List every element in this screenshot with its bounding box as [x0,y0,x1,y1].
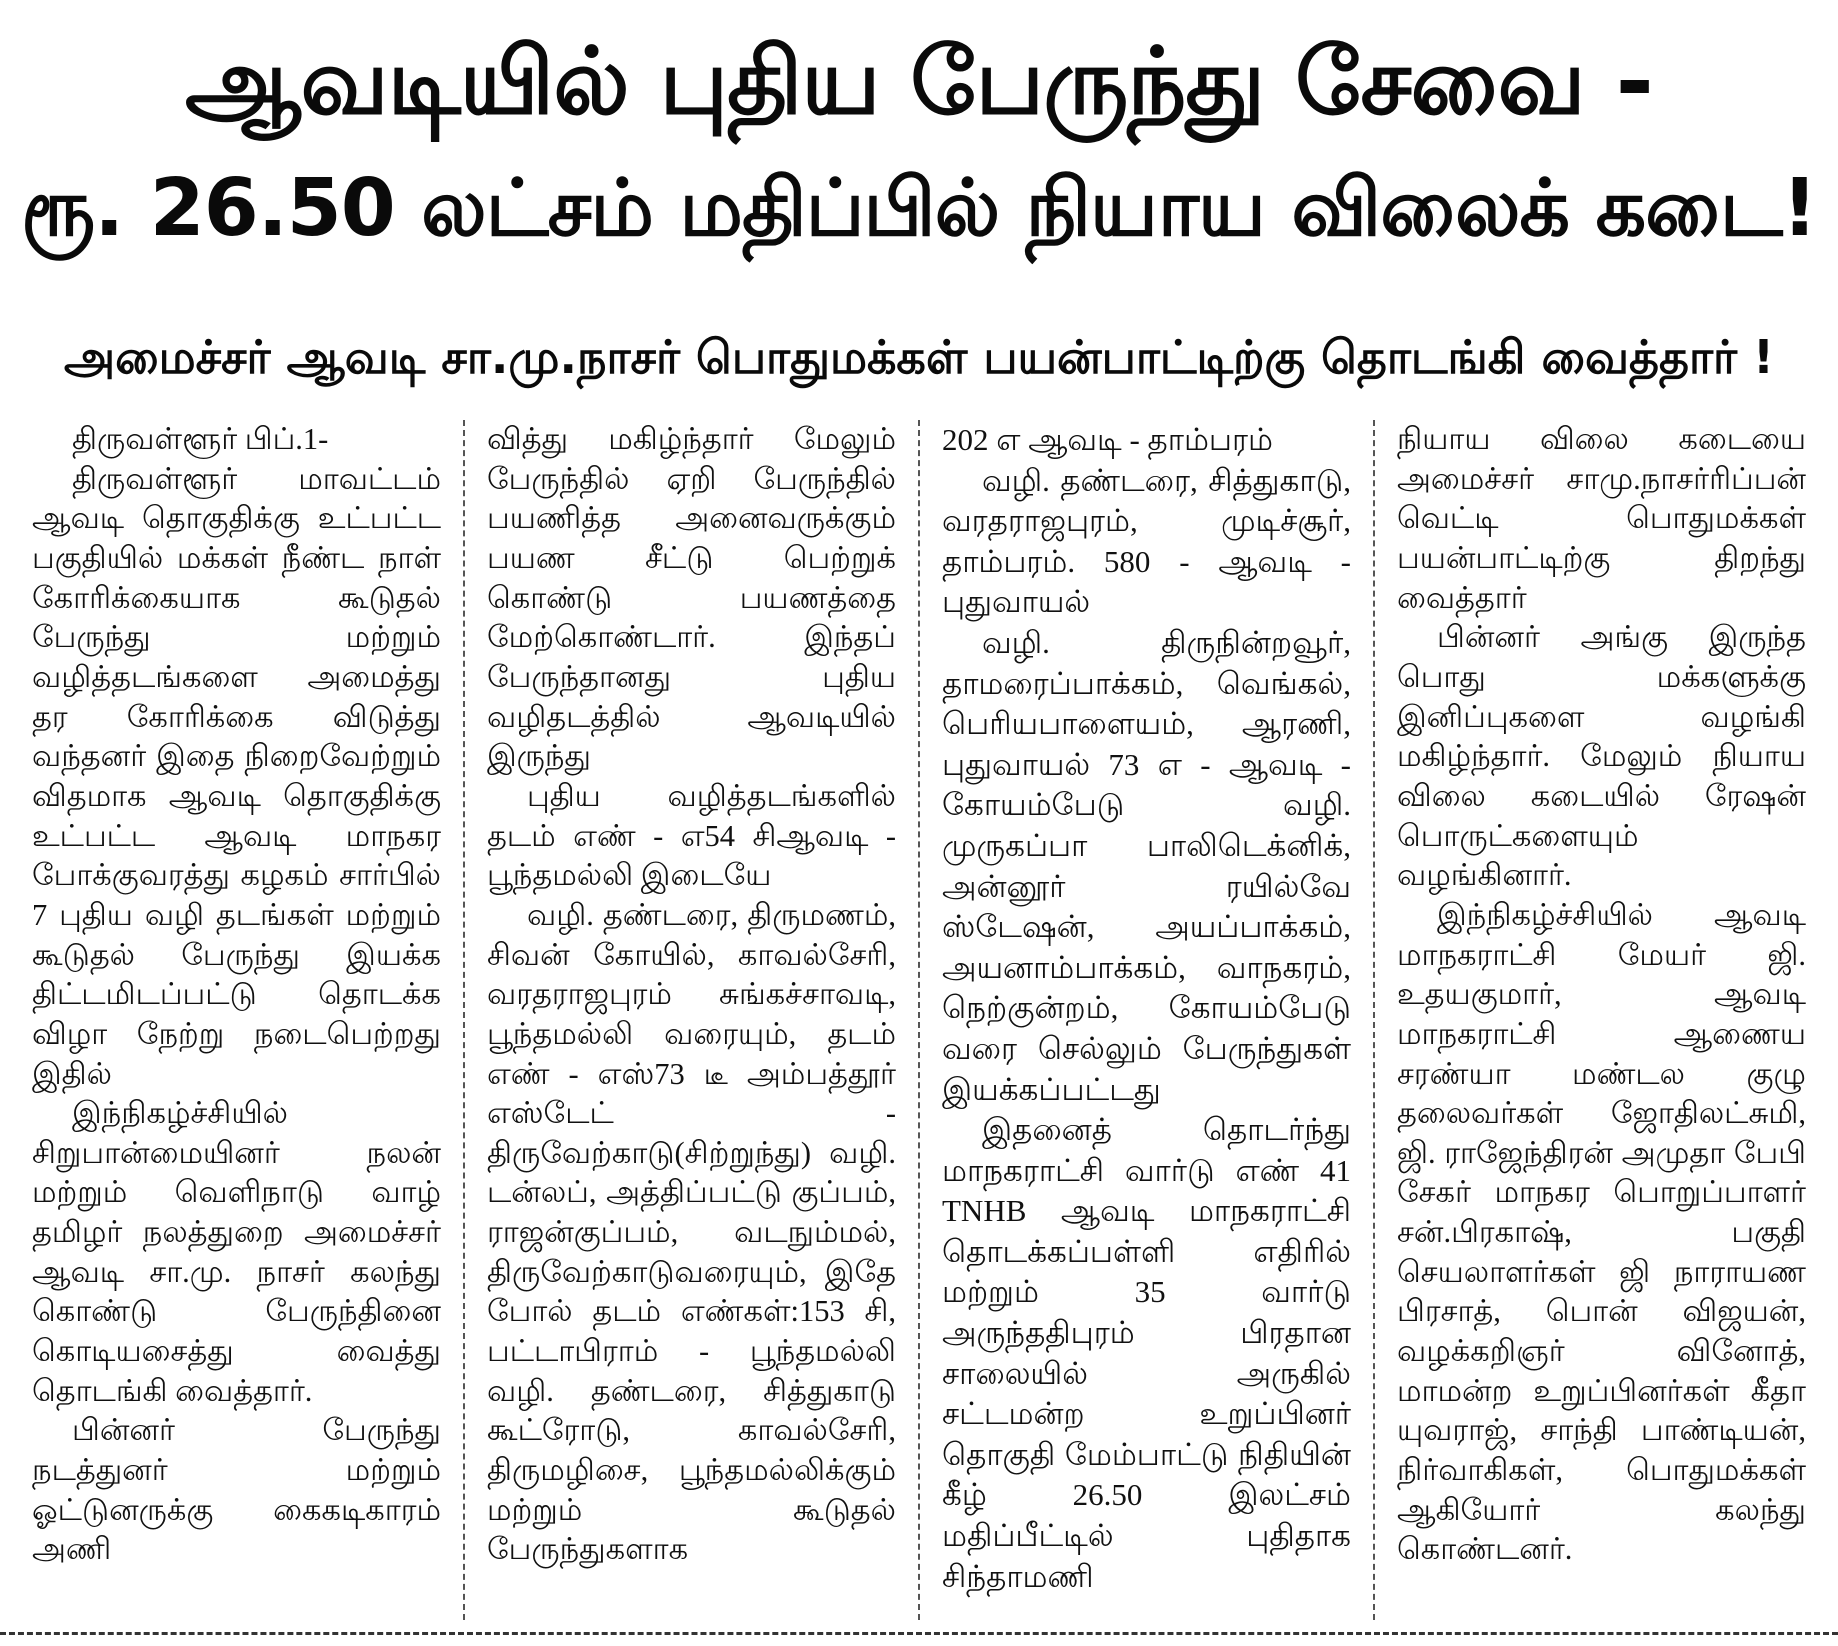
column-3 [918,420,1373,1620]
bottom-divider [0,1632,1838,1635]
column-2 [463,420,918,1620]
paragraph: இதனைத் தொடர்ந்து மாநகராட்சி வார்டு எண் 41 TNHB ஆவடி மாநகராட்சி தொடக்கப்பள்ளி எதிரில் மற்றும் 35 வார்டு அருந்ததிபுரம் பிரதான சாலையில் அருகில் சட்டமன்ற உறுப்பினர் தொகுதி மேம்பாட்டு நிதியின் கீழ் 26.50 இலட்சம் மதிப்பீட்டில் புதிதாக சிந்தாமணி [942,1112,1351,1594]
paragraph: இந்நிகழ்ச்சியில் ஆவடி மாநகராட்சி மேயர் ஜி. உதயகுமார், ஆவடி மாநகராட்சி ஆணைய சரண்யா மண்டல குழு தலைவர்கள் ஜோதிலட்சுமி, ஜி. ராஜேந்திரன் அமுதா பேபி சேகர் மாநகர பொறுப்பாளர் சன்.பிரகாஷ், பகுதி செயலாளர்கள் ஜி நாராயண பிரசாத், பொன் விஜயன், வழக்கறிஞர் வினோத், மாமன்ற உறுப்பினர்கள் கீதா யுவராஜ், சாந்தி பாண்டியன், நிர்வாகிகள், பொதுமக்கள் ஆகியோர் கலந்து கொண்டனர். [1397,897,1806,1567]
article-body [10,420,1828,1620]
paragraph: வழி. திருநின்றவூர், தாமரைப்பாக்கம், வெங்கல், பெரியபாளையம், ஆரணி, புதுவாயல் 73 எ - ஆவடி - கோயம்பேடு வழி. முருகப்பா பாலிடெக்னிக், அன்னூர் ரயில்வே ஸ்டேஷன், அயப்பாக்கம், அயனாம்பாக்கம், வாநகரம், நெற்குன்றம், கோயம்பேடு வரை செல்லும் பேருந்துகள் இயக்கப்பட்டது [942,624,1351,1107]
subheadline: அமைச்சர் ஆவடி சா.மு.நாசர் பொதுமக்கள் பயன்பாட்டிற்கு தொடங்கி வைத்தார் ! [63,330,1775,384]
headline-line-1: ஆவடியில் புதிய பேருந்து சேவை - [185,28,1653,135]
paragraph: வித்து மகிழ்ந்தார் மேலும் பேருந்தில் ஏறி பேருந்தில் பயணித்த அனைவருக்கும் பயண சீட்டு பெற்றுக் கொண்டு பயணத்தை மேற்கொண்டார். இந்தப் பேருந்தானது புதிய வழிதடத்தில் ஆவடியில் இருந்து [487,422,896,774]
paragraph: பின்னர் பேருந்து நடத்துனர் மற்றும் ஓட்டுனருக்கு கைகடிகாரம் அணி [32,1413,441,1567]
paragraph: வழி. தண்டரை, சித்துகாடு, வரதராஜபுரம், முடிச்சூர், தாம்பரம். 580 - ஆவடி - புதுவாயல் [942,462,1351,620]
column-4 [1373,420,1828,1620]
paragraph: வழி. தண்டரை, திருமணம், சிவன் கோயில், காவல்சேரி, வரதராஜபுரம் சுங்கச்சாவடி, பூந்தமல்லி வரையும், தடம் எண் - எஸ்73 டீ அம்பத்தூர் எஸ்டேட் - திருவேற்காடு(சிற்றுந்து) வழி. டன்லப், அத்திப்பட்டு குப்பம், ராஜன்குப்பம், வடநும்மல், திருவேற்காடுவரையும், இதே போல் தடம் எண்கள்:153 சி, பட்டாபிராம் - பூந்தமல்லி வழி. தண்டரை, சித்துகாடு கூட்ரோடு, காவல்சேரி, திருமழிசை, பூந்தமல்லிக்கும் மற்றும் கூடுதல் பேருந்துகளாக [487,897,896,1567]
paragraph: இந்நிகழ்ச்சியில் சிறுபான்மையினர் நலன் மற்றும் வெளிநாடு வாழ் தமிழர் நலத்துறை அமைச்சர் ஆவடி சா.மு. நாசர் கலந்து கொண்டு பேருந்தினை கொடியசைத்து வைத்து தொடங்கி வைத்தார். [32,1096,441,1408]
headline-line-2: ரூ. 26.50 லட்சம் மதிப்பில் நியாய விலைக் கடை! [21,162,1817,254]
paragraph: நியாய விலை கடையை அமைச்சர் சாமு.நாசர்ரிப்பன் வெட்டி பொதுமக்கள் பயன்பாட்டிற்கு திறந்து வைத்தார் [1397,422,1806,615]
paragraph: 202 எ ஆவடி - தாம்பரம் [942,422,1273,457]
dateline: திருவள்ளூர் பிப்.1- [72,422,329,456]
column-1 [10,420,463,1620]
paragraph: பின்னர் அங்கு இருந்த பொது மக்களுக்கு இனிப்புகளை வழங்கி மகிழ்ந்தார். மேலும் நியாய விலை கடையில் ரேஷன் பொருட்களையும் வழங்கினார். [1397,620,1806,893]
paragraph: திருவள்ளூர் மாவட்டம் ஆவடி தொகுதிக்கு உட்பட்ட பகுதியில் மக்கள் நீண்ட நாள் கோரிக்கையாக கூடுதல் பேருந்து மற்றும் வழித்தடங்களை அமைத்து தர கோரிக்கை விடுத்து வந்தனர் இதை நிறைவேற்றும் விதமாக ஆவடி தொகுதிக்கு உட்பட்ட ஆவடி மாநகர போக்குவரத்து கழகம் சார்பில் 7 புதிய வழி தடங்கள் மற்றும் கூடுதல் பேருந்து இயக்க திட்டமிடப்பட்டு தொடக்க விழா நேற்று நடைபெற்றது இதில் [32,461,441,1091]
paragraph: புதிய வழித்தடங்களில் தடம் எண் - எ54 சிஆவடி - பூந்தமல்லி இடையே [487,778,896,893]
